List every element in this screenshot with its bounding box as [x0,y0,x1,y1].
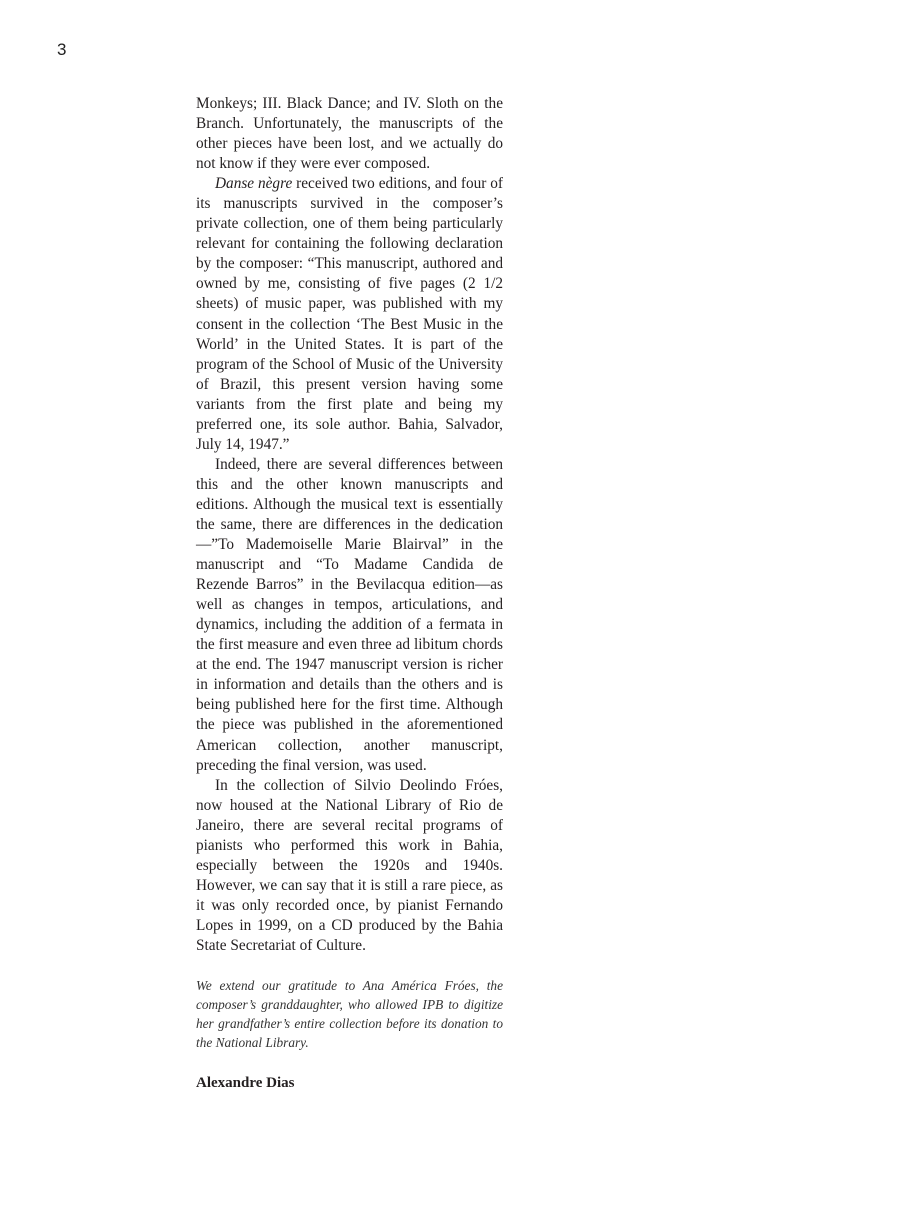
paragraph-4 [196,776,503,956]
paragraph-1-text: Monkeys; III. Black Dance; and IV. Sloth on the Branch. Unfortunately, the manuscripts of the other pieces have been lost, and we actually do not know if they were ever composed. [196,95,503,173]
paragraph-4-text: In the collection of Silvio Deolindo Fróes, now housed at the National Library of Rio de Janeiro, there are several recital programs of pianists who performed this work in Bahia, especially between the 1920s and 1940s. However, we can say that it is still a rare piece, as it was only recorded once, by pianist Fernando Lopes in 1999, on a CD produced by the Bahia State Secretariat of Culture. [196,776,503,954]
author-signature: Alexandre Dias [196,1075,295,1092]
paragraph-2 [196,174,503,455]
article-body [196,94,503,1093]
paragraph-2-text: received two editions, and four of its manuscripts survived in the composer’s private collection, one of them being particularly relevant for containing the following declaration by the composer: “This manuscript, authored and owned by me, consisting of five pages (2 1/2 sheets) of music paper, was published with my consent in the collection ‘The Best Music in the World’ in the United States. It is part of the program of the School of Music of the University of Brazil, this present version having some variants from the first plate and being my preferred one, its sole author. Bahia, Salvador, July 14, 1947.” [196,175,504,453]
paragraph-3-text: Indeed, there are several differences between this and the other known manuscripts and editions. Although the musical text is essentially the same, there are differences in the dedication—”To Mademoiselle Marie Blairval” in the manuscript and “To Madame Candida de Rezende Barros” in the Bevilacqua edition—as well as changes in tempos, articulations, and dynamics, including the addition of a fermata in the first measure and even three ad libitum chords at the end. The 1947 manuscript version is richer in information and details than the others and is being published here for the first time. Although the piece was published in the aforementioned American collection, another manuscript, preceding the final version, was used. [196,455,503,774]
paragraph-1 [196,94,503,174]
acknowledgment-note: We extend our gratitude to Ana América Fróes, the composer’s granddaughter, who allowed IPB to digitize her grandfather’s entire collection before its donation to the National Library. [196,978,503,1051]
work-title-italic: Danse nègre [215,175,293,193]
page-number: 3 [57,40,67,59]
paragraph-3 [196,455,503,776]
